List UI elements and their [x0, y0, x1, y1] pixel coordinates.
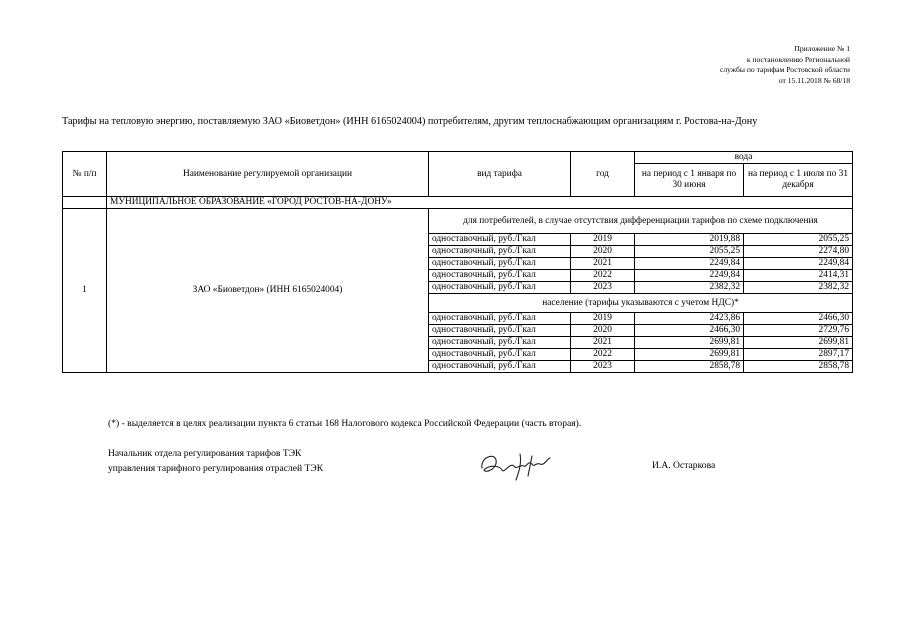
period2-value: 2414,31 [744, 270, 853, 282]
tariff-type: одноставочный, руб./Гкал [429, 282, 571, 294]
period2-value: 2249,84 [744, 258, 853, 270]
appendix-header [720, 44, 850, 86]
municipality-name: МУНИЦИПАЛЬНОЕ ОБРАЗОВАНИЕ «ГОРОД РОСТОВ-НА-ДОНУ» [107, 197, 853, 209]
period2-value: 2858,78 [744, 361, 853, 373]
year: 2021 [571, 337, 635, 349]
year: 2022 [571, 270, 635, 282]
appendix-line: Приложение № 1 [794, 44, 850, 53]
signatory-name: И.А. Остаркова [652, 460, 716, 471]
period1-value: 2019,88 [635, 234, 744, 246]
year: 2019 [571, 234, 635, 246]
period2-value: 2897,17 [744, 349, 853, 361]
period1-value: 2055,25 [635, 246, 744, 258]
period1-value: 2249,84 [635, 270, 744, 282]
appendix-line: к постановлению Региональной [746, 54, 850, 64]
year: 2020 [571, 246, 635, 258]
header-tariff-type: вид тарифа [429, 152, 571, 197]
document-title: Тарифы на тепловую энергию, поставляемую ЗАО «Биоветдон» (ИНН 6165024004) потребителям, другим теплоснабжающим организациям г. Ростова-на-Дону [62, 116, 758, 127]
tariff-table [62, 151, 853, 373]
position-line: Начальник отдела регулирования тарифов ТЭК [108, 448, 302, 459]
header-org: Наименование регулируемой организации [107, 152, 429, 197]
year: 2023 [571, 282, 635, 294]
period1-value: 2699,81 [635, 349, 744, 361]
header-period1: на период с 1 января по 30 июня [635, 164, 744, 197]
tariff-type: одноставочный, руб./Гкал [429, 234, 571, 246]
appendix-line: службы по тарифам Ростовской области [719, 65, 850, 74]
group-label: для потребителей, в случае отсутствия дифференциации тарифов по схеме подключения [429, 209, 853, 234]
tariff-type: одноставочный, руб./Гкал [429, 325, 571, 337]
signatory-position [108, 446, 323, 476]
tariff-type: одноставочный, руб./Гкал [429, 361, 571, 373]
municipality-row [63, 197, 853, 209]
period2-value: 2055,25 [744, 234, 853, 246]
period1-value: 2699,81 [635, 337, 744, 349]
group-label: население (тарифы указываются с учетом НДС)* [429, 294, 853, 313]
empty-cell [63, 197, 107, 209]
tariff-type: одноставочный, руб./Гкал [429, 246, 571, 258]
header-num: № п/п [63, 152, 107, 197]
period2-value: 2274,80 [744, 246, 853, 258]
row-number: 1 [63, 209, 107, 373]
year: 2023 [571, 361, 635, 373]
period1-value: 2858,78 [635, 361, 744, 373]
period1-value: 2423,86 [635, 313, 744, 325]
org-name: ЗАО «Биоветдон» (ИНН 6165024004) [107, 209, 429, 373]
period2-value: 2382,32 [744, 282, 853, 294]
header-year: год [571, 152, 635, 197]
period2-value: 2699,81 [744, 337, 853, 349]
header-period2: на период с 1 июля по 31 декабря [744, 164, 853, 197]
period2-value: 2729,76 [744, 325, 853, 337]
header-row [63, 152, 853, 164]
appendix-line: от 15.11.2018 № 68/18 [778, 75, 850, 85]
header-water: вода [635, 152, 853, 164]
handwritten-signature [476, 446, 556, 482]
year: 2022 [571, 349, 635, 361]
group-label-row [63, 209, 853, 234]
footnote: (*) - выделяется в целях реализации пункта 6 статьи 168 Налогового кодекса Российской Федерации (часть вторая). [108, 418, 582, 429]
period1-value: 2466,30 [635, 325, 744, 337]
period1-value: 2249,84 [635, 258, 744, 270]
tariff-type: одноставочный, руб./Гкал [429, 258, 571, 270]
tariff-type: одноставочный, руб./Гкал [429, 337, 571, 349]
period1-value: 2382,32 [635, 282, 744, 294]
year: 2020 [571, 325, 635, 337]
tariff-type: одноставочный, руб./Гкал [429, 313, 571, 325]
tariff-type: одноставочный, руб./Гкал [429, 270, 571, 282]
year: 2019 [571, 313, 635, 325]
tariff-type: одноставочный, руб./Гкал [429, 349, 571, 361]
year: 2021 [571, 258, 635, 270]
period2-value: 2466,30 [744, 313, 853, 325]
position-line: управления тарифного регулирования отраслей ТЭК [108, 463, 324, 474]
